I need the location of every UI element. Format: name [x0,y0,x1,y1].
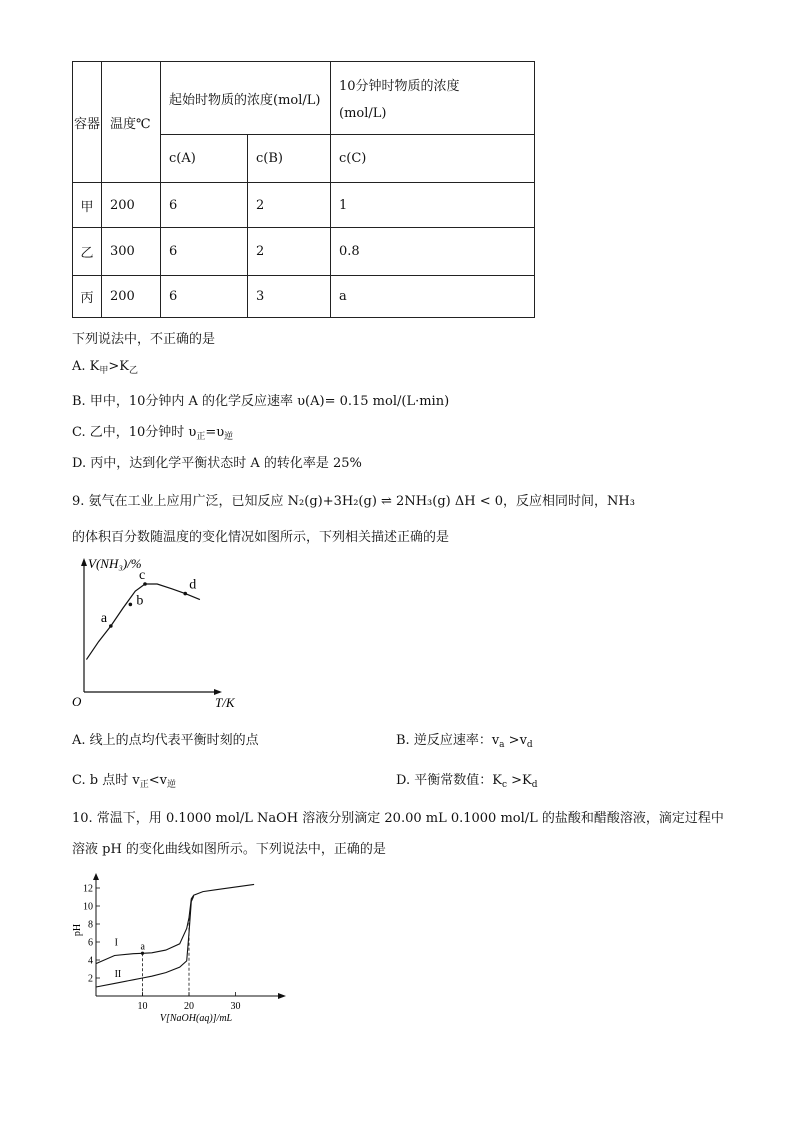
q9-stem-line1: 9. 氨气在工业上应用广泛，已知反应 N₂(g)+3H₂(g) ⇌ 2NH₃(g) ΔH < 0，反应相同时间，NH₃ [72,494,635,509]
ph-x-arrow [278,993,286,999]
point-label-b: b [136,593,144,609]
ph-x-tick-label: 10 [137,1001,148,1012]
ph-y-arrow [93,873,99,880]
data-table [72,61,535,318]
series-label-I: I [114,937,118,949]
x-axis-label: T/K [215,695,235,710]
q10-stem-line1: 10. 常温下，用 0.1000 mol/L NaOH 溶液分别滴定 20.00 mL 0.1000 mol/L 的盐酸和醋酸溶液，滴定过程中 [72,811,724,826]
y-axis-label: V(NH₃)/% [88,556,142,571]
header-cA: c(A) [161,135,248,183]
naoh-axis-label: V[NaOH(aq)]/mL [159,1013,233,1024]
titration-chart [68,870,298,1030]
series-label-II: II [114,969,122,981]
point-d [183,592,187,596]
table-row: 乙 300 6 2 0.8 [73,228,535,276]
header-container: 容器 [73,62,102,183]
q10-stem-line2: 溶液 pH 的变化曲线如图所示。下列说法中，正确的是 [72,842,386,857]
header-temp: 温度℃ [102,62,161,183]
point-b [129,603,133,607]
header-start: 起始时物质的浓度(mol/L) [161,62,331,135]
point-label-c: c [139,568,146,583]
q9-option-b[interactable]: B. 逆反应速率：$v_a >v_d$ [396,733,533,750]
ph-y-tick-label: 2 [88,973,93,985]
q9-option-a[interactable]: A. 线上的点均代表平衡时刻的点 [72,733,259,748]
header-ten: 10分钟时物质的浓度 (mol/L) [331,62,535,135]
point-label-a: a [100,611,108,626]
q9-option-d[interactable]: D. 平衡常数值：$K_c >K_d$ [396,773,538,790]
y-axis-arrow [81,558,87,566]
point-label-a: a [140,941,145,953]
ph-x-tick-label: 30 [230,1001,241,1012]
table-row: 甲 200 6 2 1 [73,183,535,228]
q8-option-d[interactable]: D. 丙中，达到化学平衡状态时 A 的转化率是 25% [72,456,362,471]
q9-stem-line2: 的体积百分数随温度的变化情况如图所示，下列相关描述正确的是 [72,530,450,545]
ph-y-tick-label: 10 [83,901,93,913]
point-a [109,624,113,628]
header-cC: c(C) [331,135,535,183]
q9-option-c[interactable]: C. b 点时 $v_正<v_逆$ [72,773,176,790]
q8-option-c[interactable]: C. 乙中，10分钟时 $\upsilon_正=\upsilon_逆$ [72,425,234,442]
table-row: 丙 200 6 3 a [73,276,535,318]
ph-x-tick-label: 20 [184,1001,194,1012]
ph-y-tick-label: 8 [88,919,93,931]
ph-y-tick-label: 4 [88,955,93,967]
ph-y-tick-label: 6 [88,937,93,949]
q8-stem: 下列说法中，不正确的是 [72,332,216,347]
header-cB: c(B) [248,135,331,183]
ph-axis-label: pH [72,923,83,937]
origin-label: O [72,694,82,709]
q8-option-a[interactable]: A. $K_甲>K_乙$ [72,359,139,376]
nh3-temperature-chart [70,552,260,712]
ph-y-tick-label: 12 [83,883,93,895]
q8-option-b[interactable]: B. 甲中，10分钟内 A 的化学反应速率 υ(A)= 0.15 mol/(L·min) [72,394,450,409]
ph-curve-I [96,884,254,963]
point-label-d: d [189,577,197,593]
